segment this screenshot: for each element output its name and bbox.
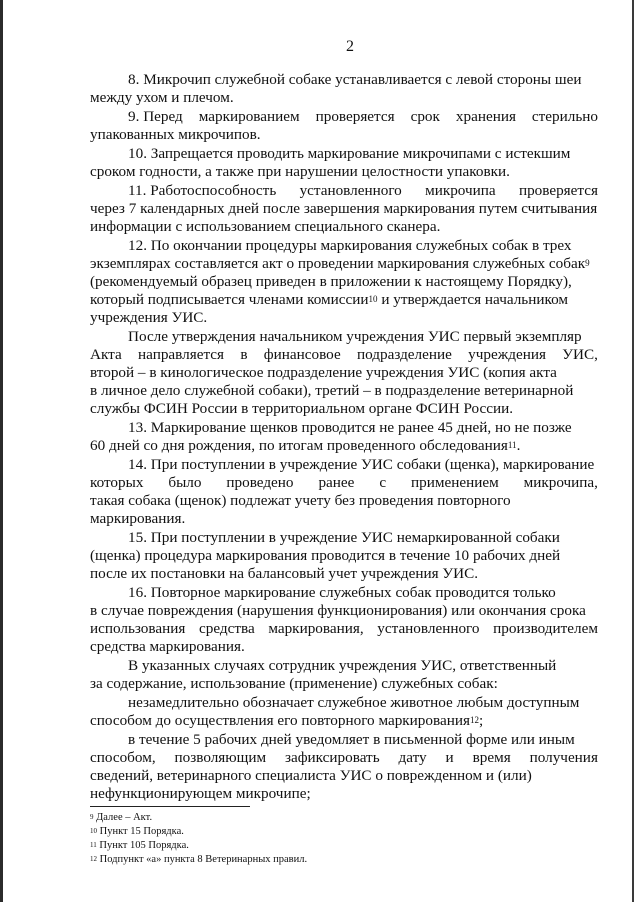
- body-line: маркирования.: [90, 510, 186, 527]
- word: было: [168, 474, 202, 491]
- word: время: [472, 749, 511, 766]
- line-text: экземплярах составляется акт о проведении маркирования служебных собак: [90, 255, 586, 272]
- footnote-text: Пункт 105 Порядка.: [99, 840, 189, 851]
- body-line: через 7 календарных дней после завершения маркирования путем считывания: [90, 200, 598, 217]
- footnote-number: 11: [90, 841, 97, 849]
- word: средства: [199, 620, 255, 637]
- footnote: [90, 854, 307, 865]
- word: хранения: [455, 108, 516, 125]
- body-line: [90, 291, 568, 308]
- footnote-number: 10: [90, 827, 97, 835]
- body-line: такая собака (щенок) подлежат учету без проведения повторного: [90, 492, 511, 509]
- body-line: после их постановки на балансовый учет учреждения УИС.: [90, 565, 479, 582]
- body-line: 16. Повторное маркирование служебных собак проводится только: [128, 584, 556, 601]
- footnote-ref: 12: [469, 715, 479, 725]
- body-line: [128, 108, 598, 125]
- word: позволяющим: [174, 749, 267, 766]
- word: и: [445, 749, 454, 766]
- word: зафиксировать: [284, 749, 380, 766]
- footnote-number: 9: [90, 813, 94, 821]
- body-line: [90, 474, 598, 491]
- page-number: 2: [346, 38, 354, 55]
- body-line: [90, 620, 598, 637]
- body-line: сроком годности, а также при нарушении целостности упаковки.: [90, 163, 510, 180]
- word: учреждения: [468, 346, 546, 363]
- footnote-text: Пункт 15 Порядка.: [99, 826, 184, 837]
- body-line: [90, 437, 520, 454]
- body-line: 12. По окончании процедуры маркирования служебных собак в трех: [128, 237, 572, 254]
- body-line: в течение 5 рабочих дней уведомляет в письменной форме или иным: [128, 731, 575, 748]
- footnote-ref: 11: [507, 440, 517, 450]
- body-line: [90, 749, 598, 766]
- footnote-text: Далее – Акт.: [96, 812, 153, 823]
- footnote: [90, 812, 152, 823]
- body-line: В указанных случаях сотрудник учреждения УИС, ответственный: [128, 657, 557, 674]
- body-line: (щенка) процедура маркирования проводится в течение 10 рабочих дней: [90, 547, 561, 564]
- footnote-separator: [90, 806, 250, 807]
- page-edge-right: [632, 0, 634, 902]
- body-line: за содержание, использование (применение) служебных собак:: [90, 675, 498, 692]
- word: ранее: [318, 474, 355, 491]
- body-line: в личное дело служебной собаки), третий – в подразделение ветеринарной: [90, 382, 574, 399]
- word: маркирования,: [268, 620, 364, 637]
- word: получения: [529, 749, 598, 766]
- body-line: второй – в кинологическое подразделение учреждения УИС (копия акта: [90, 364, 557, 381]
- word: стерильно: [531, 108, 598, 125]
- word: направляется: [138, 346, 224, 363]
- body-line: 13. Маркирование щенков проводится не ранее 45 дней, но не позже: [128, 419, 572, 436]
- word: 11. Работоспособность: [128, 182, 277, 199]
- word: установленного: [299, 182, 402, 199]
- body-line: 14. При поступлении в учреждение УИС собаки (щенка), маркирование: [128, 456, 595, 473]
- body-line: нефункционирующем микрочипе;: [90, 785, 311, 802]
- body-line: незамедлительно обозначает служебное животное любым доступным: [128, 694, 580, 711]
- body-line: между ухом и плечом.: [90, 89, 234, 106]
- footnote: [90, 826, 184, 837]
- body-line: информации с использованием специального сканера.: [90, 218, 441, 235]
- body-line: После утверждения начальником учреждения УИС первый экземпляр: [128, 328, 582, 345]
- body-line: сведений, ветеринарного специалиста УИС о поврежденном и (или): [90, 767, 532, 784]
- word: финансовое: [263, 346, 341, 363]
- line-text: который подписывается членами комиссии: [90, 291, 369, 308]
- word: микрочипа: [425, 182, 496, 199]
- word: подразделение: [357, 346, 452, 363]
- line-text: .: [516, 437, 521, 454]
- body-line: [90, 712, 483, 729]
- word: дату: [398, 749, 427, 766]
- body-line: упакованных микрочипов.: [90, 126, 261, 143]
- footnote-ref: 9: [585, 258, 590, 268]
- body-line: 8. Микрочип служебной собаке устанавливается с левой стороны шеи: [128, 71, 582, 88]
- body-line: средства маркирования.: [90, 638, 245, 655]
- word: 9. Перед: [128, 108, 183, 125]
- word: в: [240, 346, 248, 363]
- word: с: [379, 474, 387, 491]
- body-line: [90, 255, 590, 272]
- line-text: и утверждается начальником: [377, 291, 568, 308]
- word: производителем: [493, 620, 598, 637]
- body-line: (рекомендуемый образец приведен в приложении к настоящему Порядку),: [90, 273, 572, 290]
- word: использования: [90, 620, 186, 637]
- word: Акта: [90, 346, 122, 363]
- word: установленного: [377, 620, 480, 637]
- footnote: [90, 840, 189, 851]
- word: маркированием: [198, 108, 300, 125]
- word: проверяется: [315, 108, 395, 125]
- line-text: 60 дней со дня рождения, по итогам проведенного обследования: [90, 437, 508, 454]
- body-line: службы ФСИН России в территориальном органе ФСИН России.: [90, 400, 514, 417]
- footnote-ref: 10: [368, 294, 378, 304]
- footnote-number: 12: [90, 855, 97, 863]
- word: проверяется: [518, 182, 598, 199]
- word: способом,: [90, 749, 156, 766]
- line-text: способом до осуществления его повторного маркирования: [90, 712, 470, 729]
- body-line: 10. Запрещается проводить маркирование микрочипами с истекшим: [128, 145, 571, 162]
- word: УИС,: [562, 346, 598, 363]
- word: срок: [410, 108, 440, 125]
- page-edge-left: [0, 0, 3, 902]
- word: применением: [411, 474, 499, 491]
- body-line: [90, 346, 598, 363]
- body-line: учреждения УИС.: [90, 309, 208, 326]
- word: микрочипа,: [523, 474, 598, 491]
- footnote-text: Подпункт «а» пункта 8 Ветеринарных правил.: [99, 854, 308, 865]
- line-text: ;: [478, 712, 484, 729]
- word: проведено: [226, 474, 294, 491]
- word: которых: [90, 474, 144, 491]
- body-line: в случае повреждения (нарушения функционирования) или окончания срока: [90, 602, 586, 619]
- body-line: 15. При поступлении в учреждение УИС немаркированной собаки: [128, 529, 560, 546]
- body-line: [128, 182, 598, 199]
